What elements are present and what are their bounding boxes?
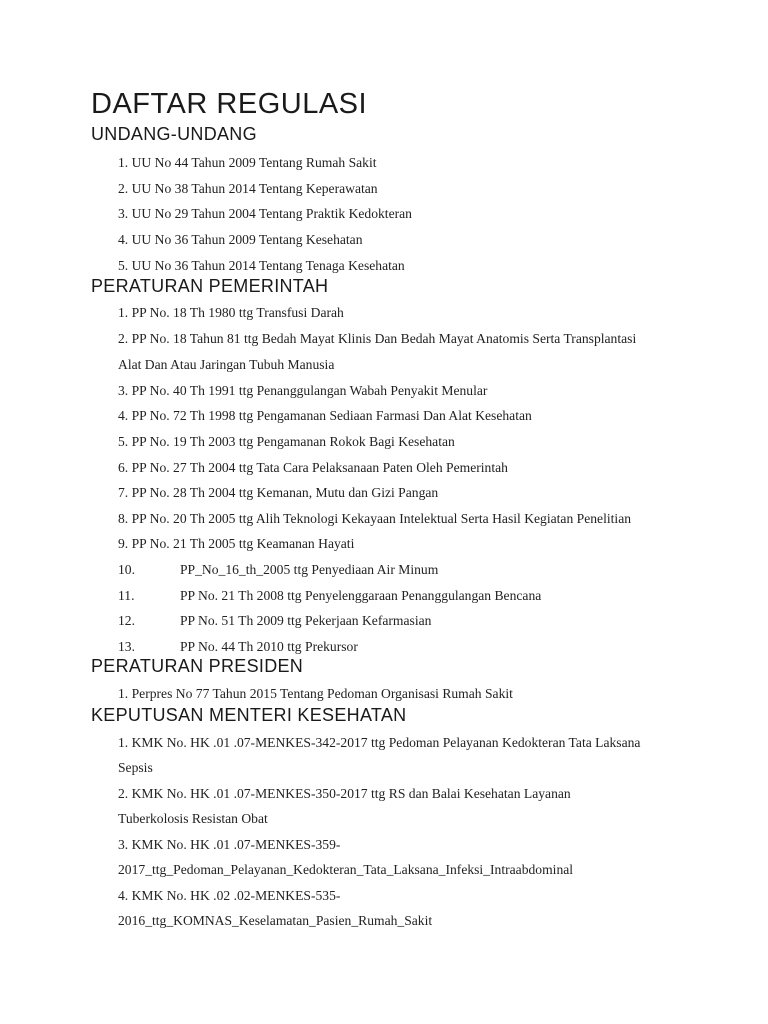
list-item-continuation: Tuberkolosis Resistan Obat xyxy=(118,811,268,826)
list-item: 3. KMK No. HK .01 .07-MENKES-359- xyxy=(118,837,341,852)
list-item: 1. UU No 44 Tahun 2009 Tentang Rumah Sakit xyxy=(118,155,377,170)
list-item: 2. PP No. 18 Tahun 81 ttg Bedah Mayat Klinis Dan Bedah Mayat Anatomis Serta Transplantasi xyxy=(118,331,637,346)
list-item: 1. Perpres No 77 Tahun 2015 Tentang Pedoman Organisasi Rumah Sakit xyxy=(118,686,513,701)
list-item-continuation: 2016_ttg_KOMNAS_Keselamatan_Pasien_Rumah_Sakit xyxy=(118,913,433,928)
list-item: 8. PP No. 20 Th 2005 ttg Alih Teknologi Kekayaan Intelektual Serta Hasil Kegiatan Penelitian xyxy=(118,511,632,526)
list-item: 2. UU No 38 Tahun 2014 Tentang Keperawatan xyxy=(118,181,378,196)
section-heading-peraturan-presiden: PERATURAN PRESIDEN xyxy=(91,656,304,676)
section-heading-peraturan-pemerintah: PERATURAN PEMERINTAH xyxy=(91,276,329,296)
section-heading-keputusan-menteri-kesehatan: KEPUTUSAN MENTERI KESEHATAN xyxy=(91,705,407,725)
list-item: 7. PP No. 28 Th 2004 ttg Kemanan, Mutu dan Gizi Pangan xyxy=(118,485,439,500)
list-item: 3. PP No. 40 Th 1991 ttg Penanggulangan Wabah Penyakit Menular xyxy=(118,383,488,398)
list-item: 13. PP No. 44 Th 2010 ttg Prekursor xyxy=(118,639,358,654)
list-item: 1. KMK No. HK .01 .07-MENKES-342-2017 ttg Pedoman Pelayanan Kedokteran Tata Laksana xyxy=(118,735,641,750)
list-item: 5. UU No 36 Tahun 2014 Tentang Tenaga Kesehatan xyxy=(118,258,405,273)
list-item: 4. PP No. 72 Th 1998 ttg Pengamanan Sediaan Farmasi Dan Alat Kesehatan xyxy=(118,408,532,423)
list-item: 6. PP No. 27 Th 2004 ttg Tata Cara Pelaksanaan Paten Oleh Pemerintah xyxy=(118,460,508,475)
list-item: 4. KMK No. HK .02 .02-MENKES-535- xyxy=(118,888,341,903)
list-item: 12. PP No. 51 Th 2009 ttg Pekerjaan Kefarmasian xyxy=(118,613,432,628)
list-item: 1. PP No. 18 Th 1980 ttg Transfusi Darah xyxy=(118,305,344,320)
list-item: 5. PP No. 19 Th 2003 ttg Pengamanan Rokok Bagi Kesehatan xyxy=(118,434,455,449)
list-item: 4. UU No 36 Tahun 2009 Tentang Kesehatan xyxy=(118,232,363,247)
list-item-continuation: Sepsis xyxy=(118,760,153,775)
list-item: 9. PP No. 21 Th 2005 ttg Keamanan Hayati xyxy=(118,536,355,551)
list-item-continuation: Alat Dan Atau Jaringan Tubuh Manusia xyxy=(118,357,335,372)
list-item: 10. PP_No_16_th_2005 ttg Penyediaan Air Minum xyxy=(118,562,439,577)
section-heading-undang-undang: UNDANG-UNDANG xyxy=(91,124,257,144)
list-item-continuation: 2017_ttg_Pedoman_Pelayanan_Kedokteran_Tata_Laksana_Infeksi_Intraabdominal xyxy=(118,862,574,877)
list-item: 2. KMK No. HK .01 .07-MENKES-350-2017 ttg RS dan Balai Kesehatan Layanan xyxy=(118,786,571,801)
list-item: 3. UU No 29 Tahun 2004 Tentang Praktik Kedokteran xyxy=(118,206,412,221)
list-item: 11. PP No. 21 Th 2008 ttg Penyelenggaraan Penanggulangan Bencana xyxy=(118,588,542,603)
document-title: DAFTAR REGULASI xyxy=(91,88,368,120)
